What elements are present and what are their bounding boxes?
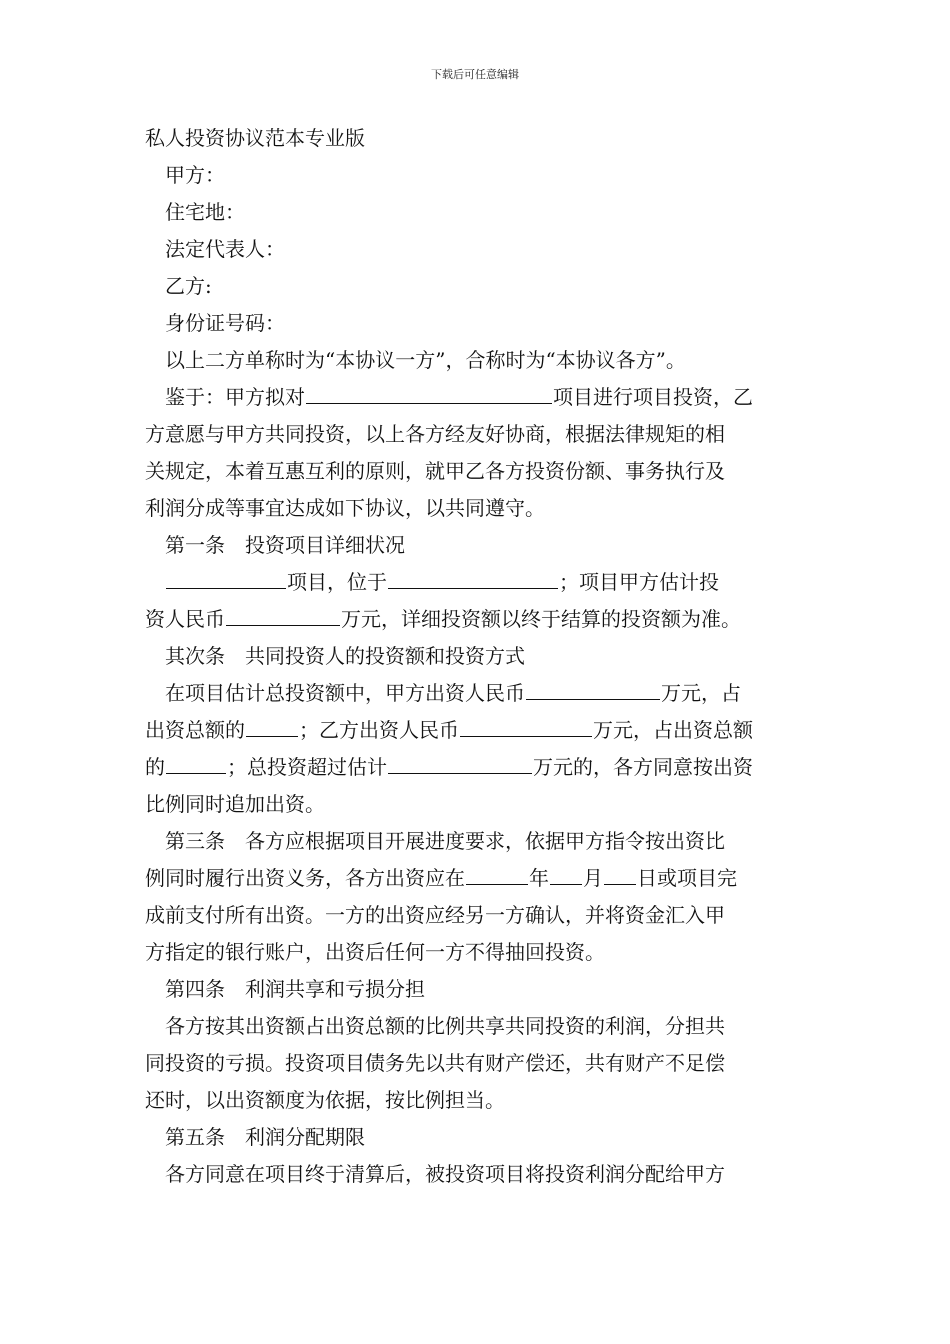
blank-party-b-amount bbox=[460, 716, 592, 737]
article-3-text-month: 月 bbox=[583, 866, 603, 890]
party-b-label: 乙方: bbox=[165, 274, 212, 298]
article-3-line-2 bbox=[145, 860, 807, 897]
article-2-text-b: 万元，占 bbox=[661, 681, 741, 705]
article-5-title: 第五条 利润分配期限 bbox=[165, 1125, 365, 1149]
article-2-line-1 bbox=[145, 675, 807, 712]
intro-paragraph: 以上二方单称时为“本协议一方”，合称时为“本协议各方”。 bbox=[165, 348, 686, 372]
article-3-line-1: 第三条 各方应根据项目开展进度要求，依据甲方指令按出资比 bbox=[165, 829, 725, 853]
article-2-text-f: 的 bbox=[145, 755, 165, 779]
article-1-text-a: 项目，位于 bbox=[287, 570, 387, 594]
article-4-title: 第四条 利润共享和亏损分担 bbox=[165, 977, 425, 1001]
whereas-text-a: 鉴于：甲方拟对 bbox=[165, 385, 305, 409]
article-2-text-g: ；总投资超过估计 bbox=[227, 755, 387, 779]
article-2-text-a: 在项目估计总投资额中，甲方出资人民币 bbox=[165, 681, 525, 705]
article-1-line-2 bbox=[145, 601, 807, 638]
article-1-text-b: ；项目甲方估计投 bbox=[559, 570, 719, 594]
blank-month bbox=[550, 864, 582, 885]
article-2-line-3 bbox=[145, 749, 807, 786]
document-title: 私人投资协议范本专业版 bbox=[145, 126, 365, 150]
blank-project-name bbox=[306, 383, 552, 404]
article-2-text-d: ；乙方出资人民币 bbox=[299, 718, 459, 742]
document-body bbox=[145, 120, 807, 1193]
article-2-line-4: 比例同时追加出资。 bbox=[145, 792, 325, 816]
article-2-text-c: 出资总额的 bbox=[145, 718, 245, 742]
article-5-line-1: 各方同意在项目终于清算后，被投资项目将投资利润分配给甲方 bbox=[165, 1162, 725, 1186]
blank-project bbox=[166, 568, 286, 589]
article-1-text-c: 资人民币 bbox=[145, 607, 225, 631]
id-number-label: 身份证号码： bbox=[165, 311, 285, 335]
blank-location bbox=[388, 568, 558, 589]
page-header: 下载后可任意编辑 bbox=[431, 68, 519, 81]
article-1-line-1 bbox=[145, 564, 807, 601]
article-4-line-2: 同投资的亏损。投资项目债务先以共有财产偿还，共有财产不足偿 bbox=[145, 1051, 725, 1075]
whereas-text-b: 项目进行项目投资，乙 bbox=[553, 385, 753, 409]
article-1-text-d: 万元，详细投资额以终于结算的投资额为准。 bbox=[341, 607, 741, 631]
article-2-text-h: 万元的，各方同意按出资 bbox=[533, 755, 753, 779]
blank-party-b-share bbox=[166, 753, 226, 774]
article-3-text-day: 日或项目完 bbox=[637, 866, 737, 890]
residence-label: 住宅地： bbox=[165, 200, 245, 224]
whereas-line-4: 利润分成等事宜达成如下协议，以共同遵守。 bbox=[145, 496, 545, 520]
blank-amount bbox=[226, 605, 340, 626]
article-3-text-year: 年 bbox=[529, 866, 549, 890]
blank-year bbox=[466, 864, 528, 885]
blank-day bbox=[604, 864, 636, 885]
article-2-line-2 bbox=[145, 712, 807, 749]
party-a-label: 甲方： bbox=[165, 163, 225, 187]
article-2-title: 其次条 共同投资人的投资额和投资方式 bbox=[165, 644, 525, 668]
whereas-line-3: 关规定，本着互惠互利的原则，就甲乙各方投资份额、事务执行及 bbox=[145, 459, 725, 483]
blank-estimate bbox=[388, 753, 532, 774]
article-3-line-4: 方指定的银行账户，出资后任何一方不得抽回投资。 bbox=[145, 940, 605, 964]
whereas-line-2: 方意愿与甲方共同投资，以上各方经友好协商，根据法律规矩的相 bbox=[145, 422, 725, 446]
legal-rep-label: 法定代表人： bbox=[165, 237, 285, 261]
blank-party-a-amount bbox=[526, 679, 660, 700]
article-2-text-e: 万元，占出资总额 bbox=[593, 718, 753, 742]
article-4-line-1: 各方按其出资额占出资总额的比例共享共同投资的利润，分担共 bbox=[165, 1014, 725, 1038]
article-3-text-a: 例同时履行出资义务，各方出资应在 bbox=[145, 866, 465, 890]
article-4-line-3: 还时，以出资额度为依据，按比例担当。 bbox=[145, 1088, 505, 1112]
article-3-line-3: 成前支付所有出资。一方的出资应经另一方确认，并将资金汇入甲 bbox=[145, 903, 725, 927]
whereas-line-1 bbox=[145, 379, 807, 416]
blank-party-a-share bbox=[246, 716, 298, 737]
article-1-title: 第一条 投资项目详细状况 bbox=[165, 533, 405, 557]
